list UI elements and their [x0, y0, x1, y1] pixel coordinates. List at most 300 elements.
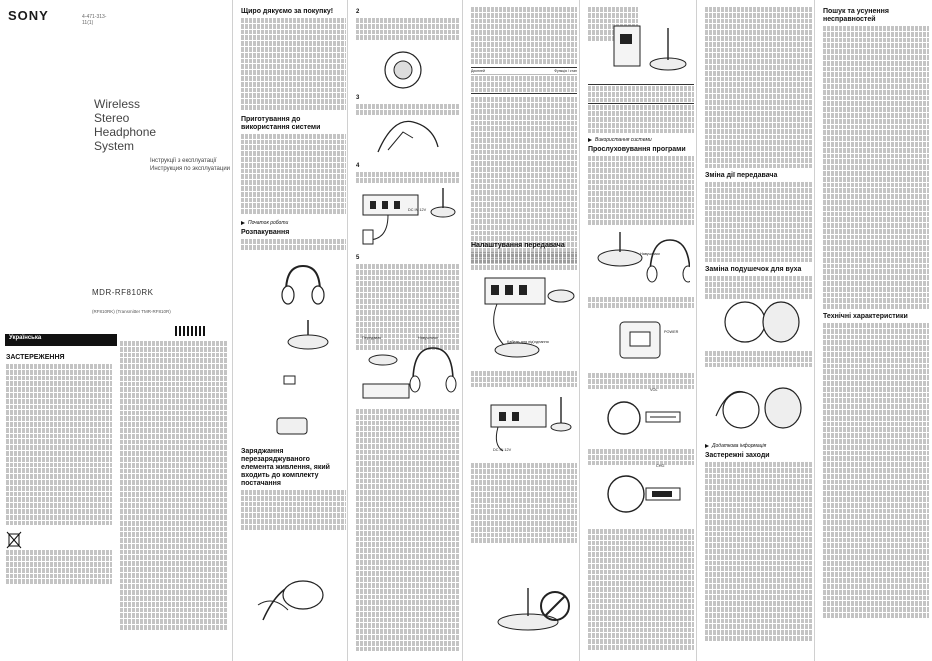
text-line	[705, 258, 813, 263]
text-line	[6, 492, 112, 497]
text-line	[588, 599, 694, 604]
text-line	[120, 561, 228, 566]
text-line	[356, 24, 460, 29]
text-line	[588, 162, 694, 167]
text-line	[120, 544, 228, 549]
text-line	[823, 32, 929, 37]
text-line	[705, 229, 813, 234]
text-line	[241, 47, 346, 52]
text-line	[705, 82, 813, 87]
text-line	[823, 78, 929, 83]
text-line	[241, 24, 346, 29]
text-line	[705, 53, 813, 58]
text-line	[6, 399, 112, 404]
text-line	[823, 451, 929, 456]
text-line	[471, 76, 577, 81]
text-line	[120, 590, 228, 595]
text-line	[823, 287, 929, 292]
text-line	[823, 229, 929, 234]
earcup-figure	[378, 50, 428, 90]
text-line	[356, 293, 460, 298]
text-line	[356, 322, 460, 327]
text-line	[823, 304, 929, 309]
text-line	[6, 364, 112, 369]
text-line	[705, 613, 813, 618]
text-line	[356, 421, 460, 426]
text-line	[823, 456, 929, 461]
text-line	[705, 537, 813, 542]
text-line	[705, 636, 813, 641]
text-line	[6, 562, 112, 567]
text-line	[823, 43, 929, 48]
text-line	[356, 415, 460, 420]
weee-icon-row	[6, 531, 112, 549]
text-line	[823, 329, 929, 334]
text-line	[823, 119, 929, 124]
extra-note-label: Додаткова інформація	[712, 443, 767, 449]
text-line	[6, 381, 112, 386]
manual-title-ru: Инструкция по эксплуатации	[150, 166, 231, 172]
hand-headphone-figure	[253, 565, 333, 625]
text-line	[588, 209, 694, 214]
text-line	[6, 468, 112, 473]
text-line	[823, 462, 929, 467]
text-line	[705, 123, 813, 128]
text-line	[588, 570, 694, 575]
text-line	[241, 502, 346, 507]
text-line	[356, 479, 460, 484]
hand-insert-figure	[373, 112, 443, 158]
text-line	[241, 82, 346, 87]
text-line	[356, 629, 460, 634]
text-line	[356, 30, 460, 35]
col5-table	[588, 84, 694, 226]
text-line	[471, 36, 577, 41]
text-line	[823, 445, 929, 450]
headphone-switch-figure	[610, 316, 670, 366]
text-line	[356, 299, 460, 304]
text-line	[120, 370, 228, 375]
text-line	[471, 371, 577, 376]
text-line	[241, 239, 346, 244]
text-line	[356, 566, 460, 571]
text-line	[705, 590, 813, 595]
text-line	[241, 209, 346, 214]
text-line	[705, 194, 813, 199]
text-line	[241, 513, 346, 518]
text-line	[471, 469, 577, 474]
text-line	[471, 173, 577, 178]
text-line	[588, 92, 694, 97]
text-line	[356, 409, 460, 414]
text-line	[823, 497, 929, 502]
text-line	[588, 628, 694, 633]
text-line	[588, 558, 694, 563]
text-line	[823, 410, 929, 415]
text-line	[588, 622, 694, 627]
label-power: POWER	[664, 330, 679, 334]
text-line	[823, 543, 929, 548]
text-line	[241, 186, 346, 191]
text-line	[241, 490, 346, 495]
text-line	[588, 604, 694, 609]
text-line	[120, 387, 228, 392]
text-line	[120, 405, 228, 410]
use-note	[588, 137, 694, 143]
text-line	[705, 520, 813, 525]
text-line	[588, 593, 694, 598]
text-line	[705, 474, 813, 479]
text-line	[823, 613, 929, 618]
text-line	[471, 88, 577, 93]
text-line	[6, 451, 112, 456]
label-dc-in: DC IN 12V	[493, 448, 512, 452]
text-line	[705, 211, 813, 216]
col6-top-text	[705, 6, 813, 300]
text-line	[241, 496, 346, 501]
text-line	[823, 246, 929, 251]
text-line	[120, 480, 228, 485]
text-line	[356, 438, 460, 443]
text-line	[471, 202, 577, 207]
text-line	[588, 123, 694, 128]
troubleshoot-section	[823, 6, 929, 619]
text-line	[6, 574, 112, 579]
text-line	[471, 184, 577, 189]
hand-adjust-figure	[483, 578, 573, 634]
text-line	[6, 521, 112, 526]
text-line	[588, 461, 694, 466]
text-line	[823, 323, 929, 328]
text-line	[823, 485, 929, 490]
text-line	[471, 538, 577, 543]
text-line	[120, 341, 228, 346]
text-line	[120, 440, 228, 445]
col5-step3-text	[588, 372, 694, 390]
text-line	[120, 358, 228, 363]
text-line	[120, 364, 228, 369]
text-line	[6, 376, 112, 381]
text-line	[471, 150, 577, 155]
text-line	[705, 572, 813, 577]
text-line	[705, 13, 813, 18]
text-line	[471, 475, 577, 480]
text-line	[241, 140, 346, 145]
text-line	[356, 618, 460, 623]
text-line	[471, 225, 577, 230]
step-number: 5	[356, 255, 360, 261]
text-line	[823, 240, 929, 245]
text-line	[823, 468, 929, 473]
text-line	[705, 135, 813, 140]
text-line	[705, 514, 813, 519]
start-note-label: Початок роботи	[248, 219, 289, 226]
text-line	[705, 526, 813, 531]
text-line	[356, 577, 460, 582]
text-line	[705, 7, 813, 12]
text-line	[588, 156, 694, 161]
text-line	[356, 589, 460, 594]
text-line	[823, 90, 929, 95]
text-line	[356, 490, 460, 495]
text-line	[471, 82, 577, 87]
text-line	[120, 393, 228, 398]
text-line	[356, 473, 460, 478]
text-line	[823, 142, 929, 147]
warning-heading: ЗАСТЕРЕЖЕННЯ	[6, 354, 65, 361]
text-line	[241, 105, 346, 110]
text-line	[120, 602, 228, 607]
text-line	[471, 219, 577, 224]
text-line	[823, 136, 929, 141]
text-line	[120, 555, 228, 560]
transmitter-rear-figure	[477, 270, 577, 360]
text-line	[241, 169, 346, 174]
text-line	[356, 287, 460, 292]
barcode	[175, 326, 205, 336]
text-line	[6, 503, 112, 508]
text-line	[823, 177, 929, 182]
listen-figure	[590, 228, 690, 288]
text-line	[705, 152, 813, 157]
text-line	[823, 217, 929, 222]
text-line	[705, 200, 813, 205]
text-line	[241, 64, 346, 69]
start-note	[241, 220, 346, 226]
text-line	[356, 467, 460, 472]
product-title	[94, 97, 156, 153]
text-line	[588, 168, 694, 173]
text-line	[705, 19, 813, 24]
manual-titles	[150, 157, 230, 173]
text-line	[356, 276, 460, 281]
text-line	[120, 550, 228, 555]
text-line	[120, 445, 228, 450]
text-line	[823, 200, 929, 205]
text-line	[705, 578, 813, 583]
text-line	[823, 381, 929, 386]
text-line	[120, 399, 228, 404]
text-line	[120, 567, 228, 572]
text-line	[823, 393, 929, 398]
text-line	[356, 513, 460, 518]
pads-step2-text	[705, 350, 813, 368]
language-bar: Українська	[5, 334, 117, 346]
prep-heading	[241, 116, 346, 132]
text-line	[823, 101, 929, 106]
text-line	[120, 515, 228, 520]
text-line	[471, 509, 577, 514]
text-line	[241, 70, 346, 75]
text-line	[356, 444, 460, 449]
text-line	[823, 113, 929, 118]
prep-heading-line1: Приготування до	[241, 115, 301, 123]
text-line	[471, 231, 577, 236]
unpack-heading: Розпакування	[241, 228, 290, 236]
text-line	[120, 608, 228, 613]
text-line	[588, 529, 694, 534]
text-line	[588, 197, 694, 202]
column-steps	[347, 0, 463, 661]
text-line	[705, 624, 813, 629]
text-line	[588, 297, 694, 302]
text-line	[823, 165, 929, 170]
text-line	[356, 508, 460, 513]
text-line	[120, 469, 228, 474]
text-line	[705, 246, 813, 251]
text-line	[588, 111, 694, 116]
warning-section	[6, 352, 112, 585]
text-line	[823, 549, 929, 554]
text-line	[241, 93, 346, 98]
text-line	[588, 220, 694, 225]
text-line	[823, 258, 929, 263]
brand-logo: SONY	[8, 8, 49, 23]
text-line	[356, 264, 460, 269]
column-troubleshoot	[814, 0, 932, 661]
text-line	[823, 561, 929, 566]
text-line	[120, 613, 228, 618]
step-number: 3	[356, 95, 360, 101]
text-line	[471, 492, 577, 497]
text-line	[823, 433, 929, 438]
text-line	[823, 96, 929, 101]
text-line	[705, 42, 813, 47]
text-line	[356, 635, 460, 640]
text-line	[823, 212, 929, 217]
text-line	[356, 328, 460, 333]
text-line	[823, 532, 929, 537]
text-line	[120, 527, 228, 532]
text-line	[823, 298, 929, 303]
text-line	[823, 148, 929, 153]
text-line	[471, 97, 577, 102]
text-line	[471, 115, 577, 120]
text-line	[705, 59, 813, 64]
text-line	[823, 125, 929, 130]
text-line	[588, 203, 694, 208]
text-line	[471, 463, 577, 468]
text-line	[120, 474, 228, 479]
status-table	[471, 67, 577, 94]
text-line	[705, 288, 813, 293]
text-line	[705, 206, 813, 211]
label-charge: CHG	[656, 464, 665, 468]
text-line	[705, 549, 813, 554]
text-line	[823, 194, 929, 199]
text-line	[6, 474, 112, 479]
text-line	[823, 269, 929, 274]
text-line	[356, 548, 460, 553]
text-line	[241, 198, 346, 203]
text-line	[120, 503, 228, 508]
text-line	[588, 373, 694, 378]
text-line	[705, 462, 813, 467]
text-line	[120, 428, 228, 433]
text-line	[588, 645, 694, 650]
text-line	[705, 508, 813, 513]
text-line	[241, 145, 346, 150]
text-line	[120, 579, 228, 584]
text-line	[823, 369, 929, 374]
text-line	[471, 24, 577, 29]
text-line	[705, 106, 813, 111]
charge-section	[241, 446, 346, 531]
text-line	[705, 479, 813, 484]
text-line	[241, 18, 346, 23]
text-line	[588, 535, 694, 540]
transmitter-figure	[283, 318, 333, 354]
text-line	[705, 30, 813, 35]
text-line	[356, 502, 460, 507]
text-line	[588, 105, 694, 110]
thanks-heading: Щиро дякуємо за покупку!	[241, 8, 334, 15]
model-subtitle: (RF810RK) (Transmitter TMR-RF810R)	[92, 309, 171, 314]
text-line	[823, 387, 929, 392]
text-line	[588, 564, 694, 569]
pads-heading: Заміна подушечок для вуха	[705, 266, 802, 274]
text-line	[705, 468, 813, 473]
listen-heading: Прослуховування програми	[588, 146, 686, 154]
text-line	[6, 550, 112, 555]
text-line	[705, 584, 813, 589]
text-line	[120, 376, 228, 381]
text-line	[823, 281, 929, 286]
text-line	[120, 422, 228, 427]
text-line	[823, 72, 929, 77]
text-line	[471, 179, 577, 184]
text-line	[356, 104, 460, 109]
text-line	[471, 196, 577, 201]
text-line	[241, 163, 346, 168]
charge-heading-line2: перезаряджуваного	[241, 456, 310, 463]
text-line	[823, 578, 929, 583]
table-header-row	[471, 68, 577, 75]
product-title-line2: Headphone System	[94, 125, 157, 153]
text-line	[705, 485, 813, 490]
text-line	[120, 619, 228, 624]
text-line	[120, 573, 228, 578]
text-line	[6, 480, 112, 485]
text-line	[6, 410, 112, 415]
earpad-attach-figure	[711, 376, 806, 436]
text-line	[823, 206, 929, 211]
text-line	[120, 411, 228, 416]
table-header-function: Функція / стан	[554, 68, 577, 73]
text-line	[6, 556, 112, 561]
text-line	[356, 537, 460, 542]
text-line	[705, 158, 813, 163]
text-line	[241, 157, 346, 162]
table-header-display: Дисплей	[471, 68, 485, 73]
text-line	[120, 382, 228, 387]
text-line	[823, 252, 929, 257]
text-line	[120, 353, 228, 358]
text-line	[356, 542, 460, 547]
text-line	[241, 76, 346, 81]
text-line	[588, 379, 694, 384]
text-line	[471, 208, 577, 213]
text-line	[705, 188, 813, 193]
text-line	[471, 121, 577, 126]
col4-top-text	[471, 6, 577, 271]
text-line	[471, 7, 577, 12]
text-line	[6, 579, 112, 584]
text-line	[120, 538, 228, 543]
text-line	[356, 583, 460, 588]
text-line	[823, 352, 929, 357]
text-line	[588, 191, 694, 196]
